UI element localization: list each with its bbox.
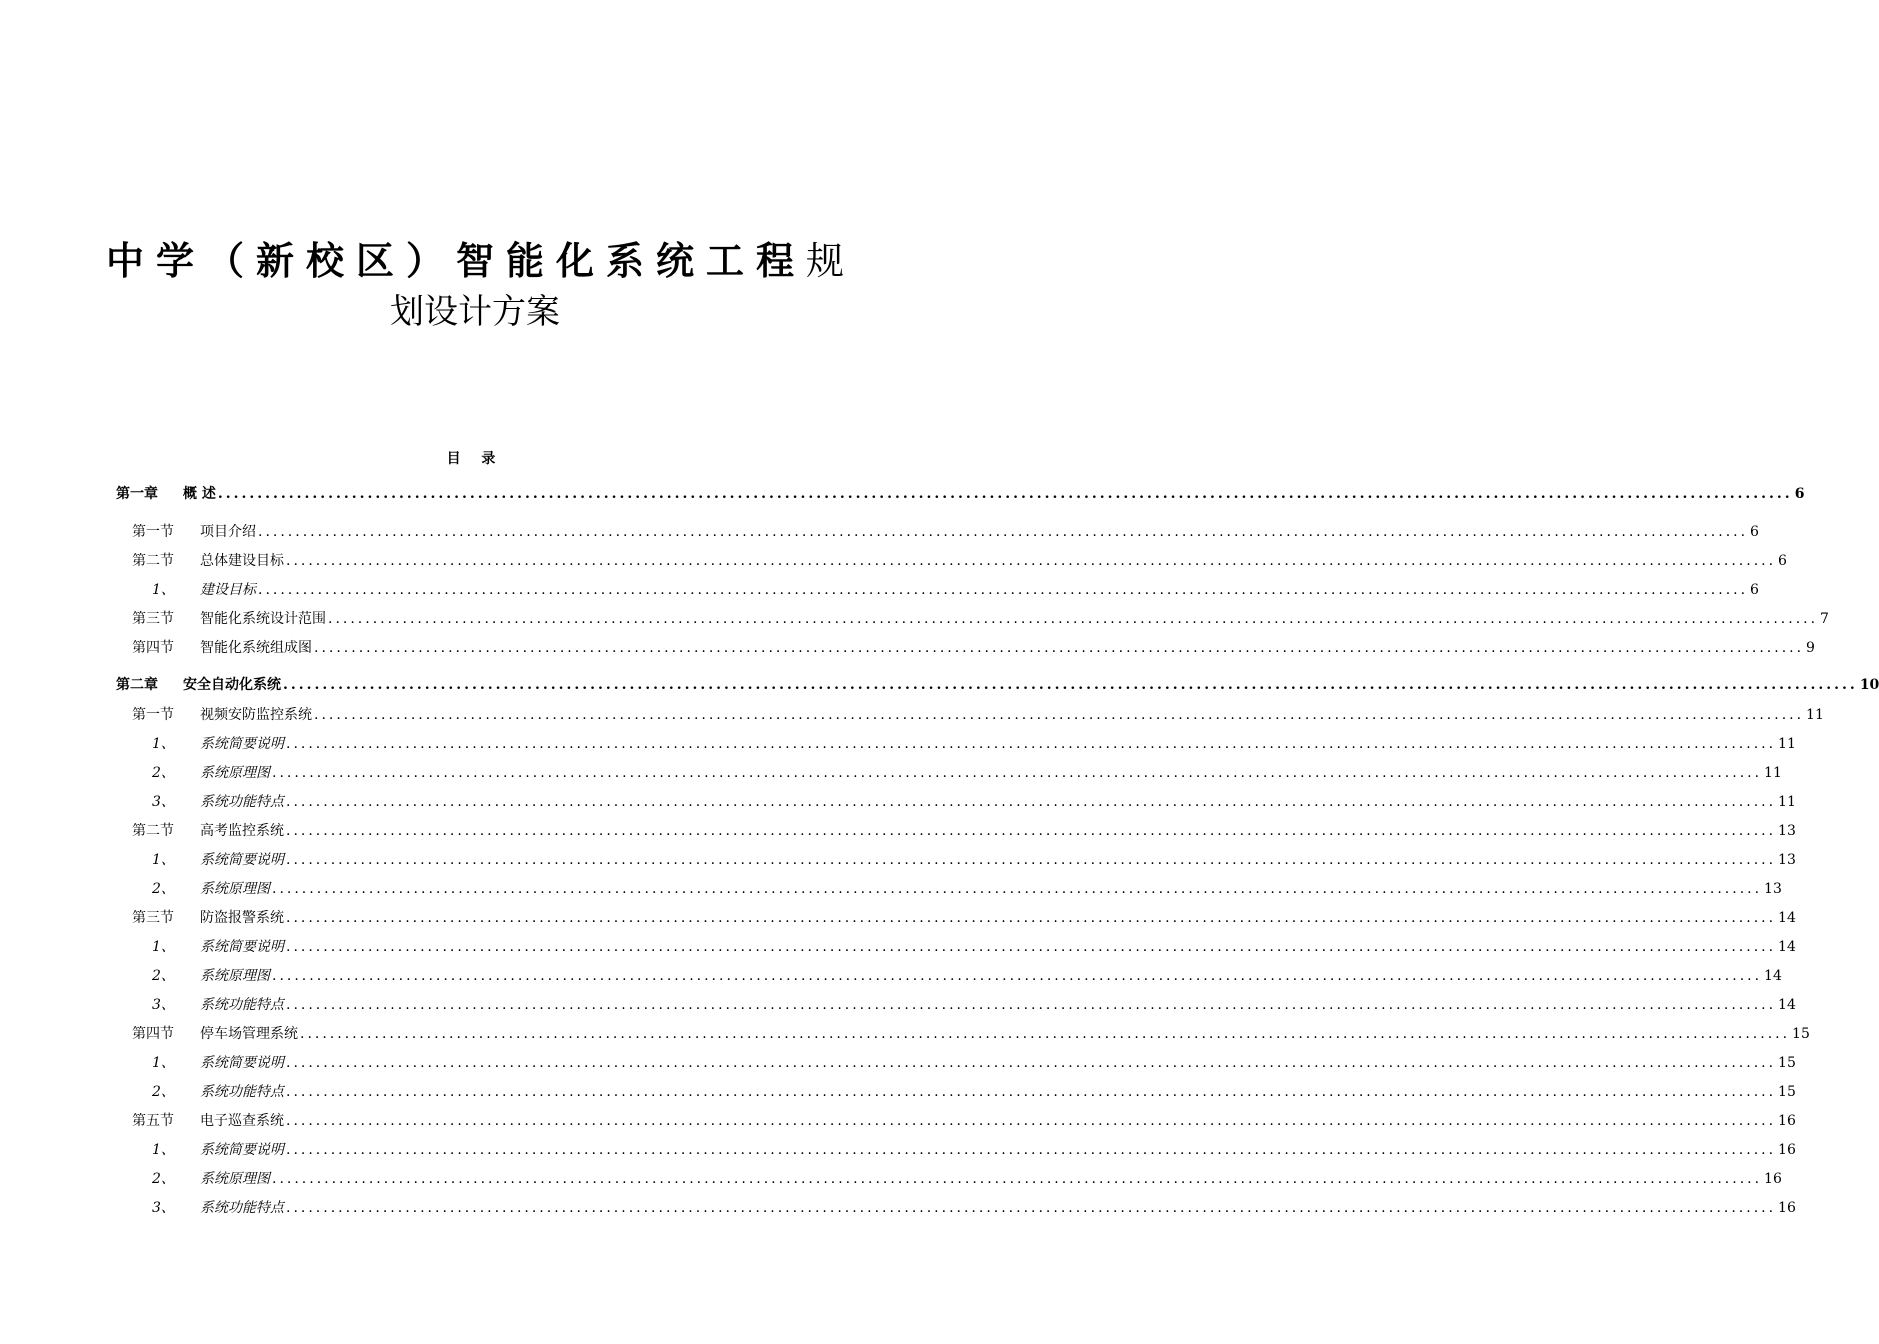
toc-entry-page: 9 <box>1806 640 1815 656</box>
toc-entry-number: 3、 <box>152 794 175 810</box>
toc-entry-item[interactable] <box>116 850 1796 879</box>
toc-entry-section[interactable] <box>116 609 1829 638</box>
toc-entry-item[interactable] <box>116 1198 1796 1227</box>
toc-entry-page: 11 <box>1764 765 1782 781</box>
toc-entry-section[interactable] <box>116 705 1824 734</box>
toc-dot-leader: ........................................................................................................................................................................................................ <box>314 707 1805 723</box>
title-rest-text: 规 <box>806 239 845 283</box>
toc-entry-label: 系统功能特点 <box>200 794 284 810</box>
toc-entry-page: 15 <box>1792 1026 1810 1042</box>
toc-entry-number: 1、 <box>152 852 175 868</box>
toc-entry-page: 13 <box>1778 852 1796 868</box>
toc-dot-leader: ........................................................................................................................................................................................................ <box>258 524 1749 540</box>
toc-dot-leader: ........................................................................................................................................................................................................ <box>286 1055 1777 1071</box>
toc-entry-page: 11 <box>1778 736 1796 752</box>
toc-entry-label: 系统功能特点 <box>200 997 284 1013</box>
toc-entry-section[interactable] <box>116 1024 1810 1053</box>
toc-entry-item[interactable] <box>116 763 1782 792</box>
toc-entry-label: 高考监控系统 <box>200 823 284 839</box>
toc-dot-leader: ........................................................................................................................................................................................................ <box>286 1200 1777 1216</box>
toc-entry-label: 总体建设目标 <box>200 553 284 569</box>
toc-entry-label: 系统原理图 <box>200 968 270 984</box>
toc-entry-page: 16 <box>1764 1171 1782 1187</box>
toc-entry-item[interactable] <box>116 734 1796 763</box>
toc-entry-page: 6 <box>1750 582 1759 598</box>
toc-entry-number: 第二节 <box>132 823 174 839</box>
toc-dot-leader: ........................................................................................................................................................................................................ <box>217 486 1793 502</box>
toc-entry-page: 14 <box>1778 997 1796 1013</box>
toc-entry-page: 6 <box>1794 486 1805 502</box>
toc-entry-section[interactable] <box>116 551 1787 580</box>
toc-entry-number: 第三节 <box>132 611 174 627</box>
toc-entry-number: 第四节 <box>132 640 174 656</box>
toc-entry-item[interactable] <box>116 1053 1796 1082</box>
toc-dot-leader: ........................................................................................................................................................................................................ <box>283 677 1858 693</box>
toc-entry-page: 15 <box>1778 1055 1796 1071</box>
toc-entry-label: 项目介绍 <box>200 524 256 540</box>
toc-entry-page: 11 <box>1778 794 1796 810</box>
toc-entry-label: 系统原理图 <box>200 765 270 781</box>
toc-entry-page: 11 <box>1806 707 1824 723</box>
toc-entry-label: 智能化系统组成图 <box>200 640 312 656</box>
toc-entry-page: 13 <box>1778 823 1796 839</box>
toc-entry-item[interactable] <box>116 1082 1796 1111</box>
toc-entry-page: 15 <box>1778 1084 1796 1100</box>
toc-dot-leader: ........................................................................................................................................................................................................ <box>286 910 1777 926</box>
toc-entry-number: 1、 <box>152 1055 175 1071</box>
toc-entry-number: 1、 <box>152 939 175 955</box>
toc-entry-page: 16 <box>1778 1200 1796 1216</box>
toc-entry-number: 第二章 <box>116 677 158 693</box>
toc-dot-leader: ........................................................................................................................................................................................................ <box>272 765 1763 781</box>
toc-entry-number: 2、 <box>152 881 175 897</box>
toc-entry-page: 13 <box>1764 881 1782 897</box>
toc-entry-label: 建设目标 <box>200 582 256 598</box>
toc-entry-label: 系统原理图 <box>200 881 270 897</box>
toc-entry-number: 第四节 <box>132 1026 174 1042</box>
toc-entry-section[interactable] <box>116 522 1759 551</box>
toc-entry-page: 6 <box>1750 524 1759 540</box>
toc-entry-number: 2、 <box>152 1084 175 1100</box>
toc-entry-item[interactable] <box>116 966 1782 995</box>
toc-entry-number: 第二节 <box>132 553 174 569</box>
toc-entry-label: 系统简要说明 <box>200 1142 284 1158</box>
toc-entry-page: 14 <box>1778 939 1796 955</box>
toc-dot-leader: ........................................................................................................................................................................................................ <box>286 823 1777 839</box>
toc-entry-item[interactable] <box>116 1169 1782 1198</box>
title-bold-text: 中学（新校区）智能化系统工程 <box>105 239 806 283</box>
toc-dot-leader: ........................................................................................................................................................................................................ <box>286 794 1777 810</box>
toc-entry-section[interactable] <box>116 908 1796 937</box>
toc-dot-leader: ........................................................................................................................................................................................................ <box>286 736 1777 752</box>
toc-entry-label: 系统功能特点 <box>200 1084 284 1100</box>
toc-dot-leader: ........................................................................................................................................................................................................ <box>258 582 1749 598</box>
toc-entry-page: 16 <box>1778 1142 1796 1158</box>
toc-entry-item[interactable] <box>116 937 1796 966</box>
toc-entry-number: 3、 <box>152 1200 175 1216</box>
toc-dot-leader: ........................................................................................................................................................................................................ <box>286 1084 1777 1100</box>
toc-entry-number: 第一章 <box>116 486 158 502</box>
toc-entry-page: 14 <box>1778 910 1796 926</box>
toc-entry-number: 第一节 <box>132 524 174 540</box>
toc-entry-number: 2、 <box>152 1171 175 1187</box>
toc-entry-number: 1、 <box>152 1142 175 1158</box>
toc-entry-page: 7 <box>1820 611 1829 627</box>
toc-entry-page: 14 <box>1764 968 1782 984</box>
toc-entry-label: 系统简要说明 <box>200 852 284 868</box>
toc-entry-chapter[interactable] <box>116 484 1805 514</box>
toc-entry-page: 6 <box>1778 553 1787 569</box>
toc-entry-section[interactable] <box>116 821 1796 850</box>
toc-dot-leader: ........................................................................................................................................................................................................ <box>328 611 1819 627</box>
toc-entry-page: 16 <box>1778 1113 1796 1129</box>
toc-entry-item[interactable] <box>116 879 1782 908</box>
toc-entry-label: 系统功能特点 <box>200 1200 284 1216</box>
toc-heading: 目 录 <box>446 451 504 467</box>
toc-entry-number: 2、 <box>152 968 175 984</box>
toc-dot-leader: ........................................................................................................................................................................................................ <box>286 852 1777 868</box>
toc-entry-label: 视频安防监控系统 <box>200 707 312 723</box>
toc-entry-item[interactable] <box>116 792 1796 821</box>
toc-dot-leader: ........................................................................................................................................................................................................ <box>286 997 1777 1013</box>
toc-dot-leader: ........................................................................................................................................................................................................ <box>286 1113 1777 1129</box>
toc-entry-label: 系统简要说明 <box>200 736 284 752</box>
toc-entry-label: 智能化系统设计范围 <box>200 611 326 627</box>
toc-entry-item[interactable] <box>116 1140 1796 1169</box>
title-line-2: 划设计方案 <box>390 292 560 332</box>
toc-dot-leader: ........................................................................................................................................................................................................ <box>300 1026 1791 1042</box>
table-of-contents <box>116 484 1879 1227</box>
toc-dot-leader: ........................................................................................................................................................................................................ <box>286 939 1777 955</box>
toc-entry-number: 2、 <box>152 765 175 781</box>
toc-entry-number: 3、 <box>152 997 175 1013</box>
toc-entry-label: 防盗报警系统 <box>200 910 284 926</box>
toc-entry-number: 1、 <box>152 736 175 752</box>
toc-dot-leader: ........................................................................................................................................................................................................ <box>286 1142 1777 1158</box>
toc-entry-label: 系统原理图 <box>200 1171 270 1187</box>
toc-entry-label: 停车场管理系统 <box>200 1026 298 1042</box>
toc-dot-leader: ........................................................................................................................................................................................................ <box>272 968 1763 984</box>
toc-entry-label: 电子巡查系统 <box>200 1113 284 1129</box>
toc-entry-number: 第三节 <box>132 910 174 926</box>
toc-entry-label: 安全自动化系统 <box>183 677 281 693</box>
toc-entry-section[interactable] <box>116 638 1815 667</box>
toc-entry-label: 概 述 <box>183 486 216 502</box>
toc-dot-leader: ........................................................................................................................................................................................................ <box>314 640 1805 656</box>
title-line-1 <box>0 232 950 290</box>
toc-dot-leader: ........................................................................................................................................................................................................ <box>286 553 1777 569</box>
toc-dot-leader: ........................................................................................................................................................................................................ <box>272 881 1763 897</box>
toc-entry-label: 系统简要说明 <box>200 1055 284 1071</box>
toc-entry-number: 第一节 <box>132 707 174 723</box>
toc-entry-item[interactable] <box>116 580 1759 609</box>
toc-entry-label: 系统简要说明 <box>200 939 284 955</box>
toc-entry-chapter[interactable] <box>116 675 1879 705</box>
toc-entry-section[interactable] <box>116 1111 1796 1140</box>
toc-entry-item[interactable] <box>116 995 1796 1024</box>
toc-entry-page: 10 <box>1859 677 1879 693</box>
toc-dot-leader: ........................................................................................................................................................................................................ <box>272 1171 1763 1187</box>
toc-entry-number: 1、 <box>152 582 175 598</box>
toc-entry-number: 第五节 <box>132 1113 174 1129</box>
document-title <box>0 232 950 334</box>
